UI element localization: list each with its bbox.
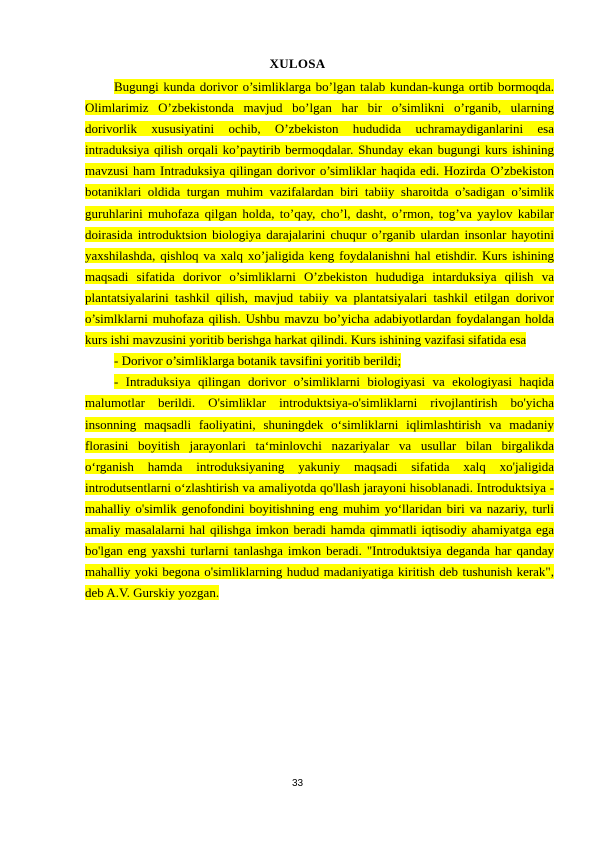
paragraph-task-2 (85, 371, 554, 603)
paragraph-intro (85, 76, 554, 350)
page-number: 33 (291, 778, 304, 789)
highlighted-text: - Intraduksiya qilingan dorivor o’simliklarni biologiyasi va ekologiyasi haqida malumotlar berildi. O'simliklar introduktsiya-o'simliklarni rivojlantirish bo'yicha insonning maqsadli faoliyatini, shuningdek o‘simliklarni iqlimlashtirish va madaniy florasini boyitish jarayonlari ta‘minlovchi nazariyalar va usullar bilan birgalikda o‘rganish hamda introduksiyaning yakuniy maqsadi sifatida xalq xo'jaligida introdutsentlarni o‘zlashtirish va amaliyotda qo'llash jarayoni hisoblanadi. Introduktsiya - mahalliy o'simlik genofondini boyitishning eng muhim yo‘llaridan biri va nazariy, turli amaliy masalalarni hal qilishga imkon beradi hamda qimmatli iqtisodiy ahamiyatga ega bo'lgan eng yaxshi turlarni tanlashga imkon beradi. "Introduktsiya deganda har qanday mahalliy yoki begona o'simliklarning hudud madaniyatiga kiritish deb tushunish kerak", deb A.V. Gurskiy yozgan. (85, 374, 554, 601)
page-title: XULOSA (269, 56, 326, 71)
highlighted-text: - Dorivor o’simliklarga botanik tavsifini yoritib berildi; (114, 353, 402, 369)
body-text (85, 76, 554, 603)
paragraph-task-1 (85, 350, 554, 371)
highlighted-text: Bugungi kunda dorivor o’simliklarga bo’lgan talab kundan-kunga ortib bormoqda. Olimlarimiz O’zbekistonda mavjud bo’lgan har bir o’simlikni o’rganib, ularning dorivorlik xususiyatini ochib, O’zbekiston hududida uchramaydiganlarini esa intraduksiya qilish orqali ko’paytirib bermoqdalar. Shunday ekan bugungi kurs ishining mavzusi ham Intraduksiya qilingan dorivor o’simliklar haqida edi. Hozirda O’zbekiston botaniklari oldida turgan muhim vazifalardan biri tabiiy sharoitda o’sadigan o’simlik guruhlarini muhofaza qilgan holda, to’qay, cho’l, dasht, o’rmon, tog’va yaylov kabilar doirasida introduktsion biologiya darajalarini chuqur o’rganib ulardan insonlar hayotini yaxshilashda, qishloq va xalq xo’jaligida keng foydalanishni hal etishdir. Kurs ishining maqsadi sifatida dorivor o’simliklarni O’zbekiston hududiga intarduksiya qilish va plantatsiyalarini tashkil qilish, mavjud tabiiy va plantatsiyalari tashkil etilgan dorivor o’simlklarni muhofaza qilish. Ushbu mavzu bo’yicha adabiyotlardan foydalangan holda kurs ishi mavzusini yoritib berishga harkat qilindi. Kurs ishining vazifasi sifatida esa (85, 79, 554, 348)
